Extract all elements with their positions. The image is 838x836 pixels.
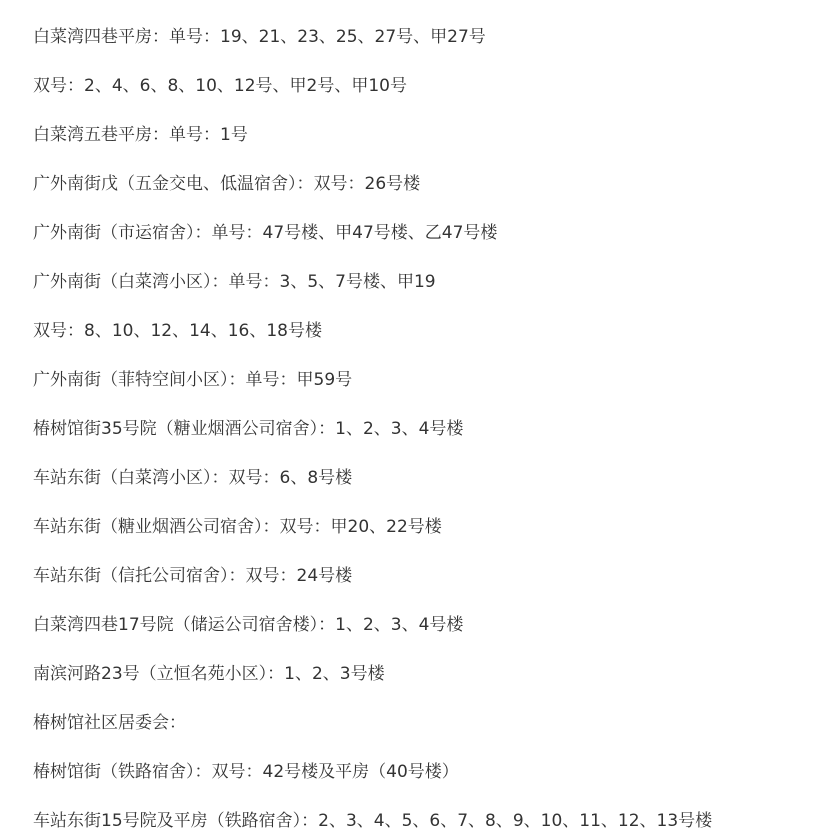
text-line: 白菜湾四巷17号院（储运公司宿舍楼）：1、2、3、4号楼: [33, 615, 464, 635]
text-line: 广外南街（市运宿舍）：单号：47号楼、甲47号楼、乙47号楼: [33, 223, 498, 243]
text-line: 椿树馆社区居委会：: [33, 713, 186, 733]
text-line: 白菜湾五巷平房：单号：1号: [33, 125, 248, 145]
text-line: 双号：8、10、12、14、16、18号楼: [33, 321, 322, 341]
text-line: 广外南街（白菜湾小区）：单号：3、5、7号楼、甲19: [33, 272, 436, 292]
text-line: 广外南街戊（五金交电、低温宿舍）：双号：26号楼: [33, 174, 421, 194]
text-line: 南滨河路23号（立恒名苑小区）：1、2、3号楼: [33, 664, 385, 684]
text-line: 椿树馆街（铁路宿舍）：双号：42号楼及平房（40号楼）: [33, 762, 459, 782]
text-line: 车站东街（信托公司宿舍）：双号：24号楼: [33, 566, 353, 586]
text-line: 椿树馆街35号院（糖业烟酒公司宿舍）：1、2、3、4号楼: [33, 419, 464, 439]
text-line: 车站东街（糖业烟酒公司宿舍）：双号：甲20、22号楼: [33, 517, 442, 537]
text-line: 车站东街15号院及平房（铁路宿舍）：2、3、4、5、6、7、8、9、10、11、12、13号楼: [33, 811, 713, 831]
text-line: 双号：2、4、6、8、10、12号、甲2号、甲10号: [33, 76, 407, 96]
text-line: 广外南街（菲特空间小区）：单号：甲59号: [33, 370, 353, 390]
text-line: 白菜湾四巷平房：单号：19、21、23、25、27号、甲27号: [33, 27, 486, 47]
text-line: 车站东街（白菜湾小区）：双号：6、8号楼: [33, 468, 353, 488]
